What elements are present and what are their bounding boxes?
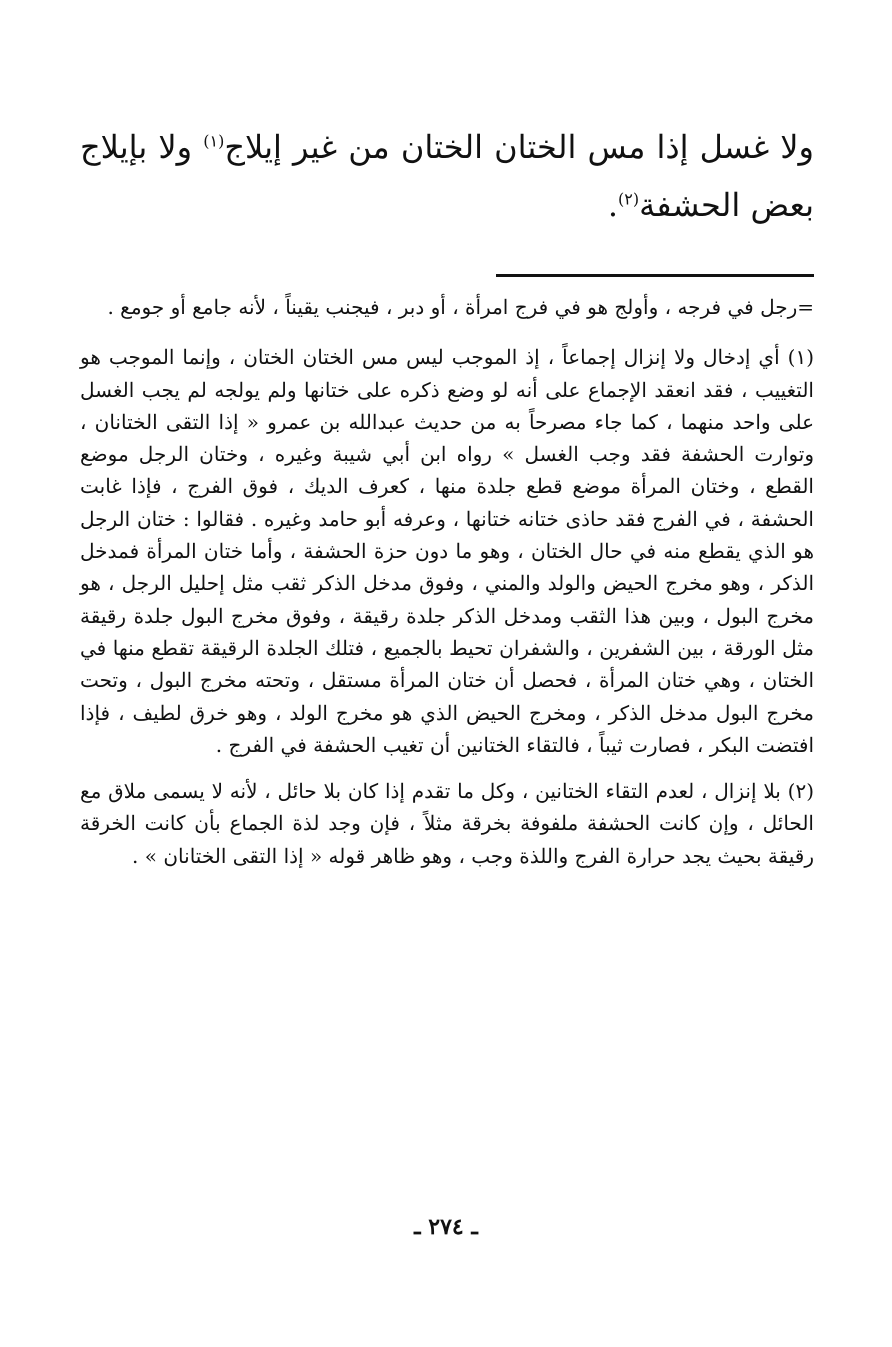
main-text-part1: ولا غسل إذا مس الختان الختان من غير إيلاج: [224, 128, 815, 166]
main-text: [80, 118, 814, 234]
footnote-1: (١) أي إدخال ولا إنزال إجماعاً ، إذ الموجب ليس مس الختان الختان ، وإنما الموجب هو التغييب ، فقد انعقد الإجماع على أنه لو وضع ذكره على ختانها ولم يولجه لم يجب الغسل على واحد منهما ، كما جاء مصرحاً به من حديث عبدالله بن عمرو « إذا التقى الختانان ، وتوارت الحشفة فقد وجب الغسل » رواه ابن أبي شيبة وغيره ، وختان الرجل موضع القطع ، وختان المرأة موضع قطع جلدة منها ، كعرف الديك ، فوق الفرج ، فإذا غابت الحشفة ، في الفرج فقد حاذى ختانه ختانها ، وعرفه أبو حامد وغيره . فقالوا : ختان الرجل هو الذي يقطع منه في حال الختان ، وهو ما دون حزة الحشفة ، وأما ختان المرأة فمدخل الذكر ، وهو مخرج الحيض والولد والمني ، وفوق مدخل الذكر ثقب مثل إحليل الرجل ، هو مخرج البول ، وبين هذا الثقب ومدخل الذكر جلدة رقيقة ، وفوق مخرج البول جلدة رقيقة مثل الورقة ، بين الشفرين ، والشفران تحيط بالجميع ، فتلك الجلدة الرقيقة تقطع منها في الختان ، وهي ختان المرأة ، فحصل أن ختان المرأة مستقل ، وتحته مخرج البول ، وتحت مخرج البول مدخل الذكر ، ومخرج الحيض الذي هو مخرج الولد ، وهو خرق لطيف ، فإذا افتضت البكر ، فصارت ثيباً ، فالتقاء الختانين أن تغيب الحشفة في الفرج .: [80, 345, 814, 757]
main-text-part3: .: [607, 186, 618, 224]
footnote-separator: [496, 274, 814, 277]
page-number: ـ ٢٧٤ ـ: [414, 1214, 478, 1240]
footnote-continued: =رجل في فرجه ، وأولج هو في فرج امرأة ، أو دبر ، فيجنب يقيناً ، لأنه جامع أو جومع .: [107, 295, 814, 319]
main-text-part2: ولا بإيلاج بعض الحشفة: [80, 128, 814, 224]
footnote-ref-2: (٢): [618, 189, 640, 209]
footnote-ref-1: (١): [203, 131, 225, 151]
footnote-2: (٢) بلا إنزال ، لعدم التقاء الختانين ، وكل ما تقدم إذا كان بلا حائل ، لأنه لا يسمى ملاق مع الحائل ، وإن كانت الحشفة ملفوفة بخرقة مثلاً ، فإن وجد لذة الجماع بأن كانت الخرقة رقيقة بحيث يجد حرارة الفرج واللذة وجب ، وهو ظاهر قوله « إذا التقى الختانان » .: [80, 779, 814, 868]
